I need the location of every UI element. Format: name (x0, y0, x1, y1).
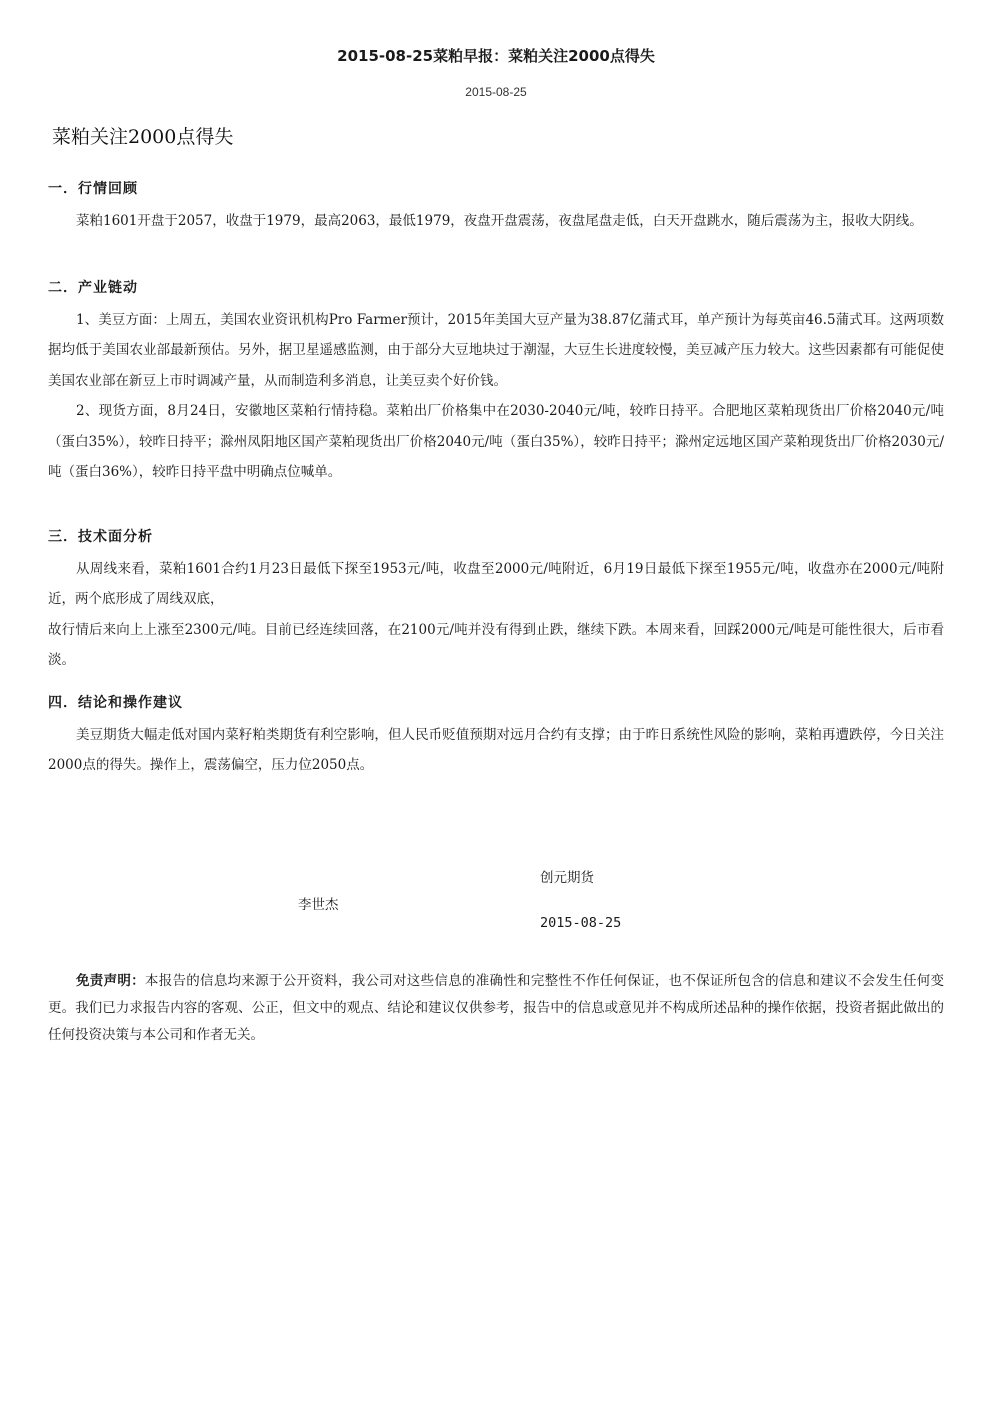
section-heading: 三．技术面分析 (48, 528, 153, 545)
section-market-review (48, 178, 944, 237)
section-conclusion (48, 692, 944, 781)
paragraph: 从周线来看，菜粕1601合约1月23日最低下探至1953元/吨，收盘至2000元/吨附近，6月19日最低下探至1955元/吨，收盘亦在2000元/吨附近，两个底形成了周线双底， (48, 560, 944, 607)
document-date: 2015-08-25 (465, 85, 527, 99)
paragraph: 1、美豆方面：上周五，美国农业资讯机构Pro Farmer预计，2015年美国大豆产量为38.87亿蒲式耳，单产预计为每英亩46.5蒲式耳。这两项数据均低于美国农业部最新预估。另外，据卫星遥感监测，由于部分大豆地块过于潮湿，大豆生长进度较慢，美豆减产压力较大。这些因素都有可能促使美国农业部在新豆上市时调减产量，从而制造利多消息，让美豆卖个好价钱。 (48, 311, 944, 389)
paragraph: 美豆期货大幅走低对国内菜籽粕类期货有利空影响，但人民币贬值预期对远月合约有支撑；由于昨日系统性风险的影响，菜粕再遭跌停，今日关注2000点的得失。操作上，震荡偏空，压力位2050点。 (48, 726, 944, 773)
paragraph: 菜粕1601开盘于2057，收盘于1979，最高2063，最低1979，夜盘开盘震荡，夜盘尾盘走低，白天开盘跳水，随后震荡为主，报收大阴线。 (76, 213, 923, 229)
disclaimer-text: 本报告的信息均来源于公开资料，我公司对这些信息的准确性和完整性不作任何保证，也不保证所包含的信息和建议不会发生任何变更。我们已力求报告内容的客观、公正，但文中的观点、结论和建议仅供参考，报告中的信息或意见并不构成所述品种的操作依据，投资者据此做出的任何投资决策与本公司和作者无关。 (48, 973, 945, 1043)
signature-author: 李世杰 (298, 897, 339, 913)
section-heading: 四．结论和操作建议 (48, 694, 183, 711)
disclaimer-label: 免责声明： (76, 973, 145, 989)
article-headline: 菜粕关注2000点得失 (52, 126, 234, 148)
disclaimer (48, 968, 944, 1049)
document-title: 2015-08-25菜粕早报：菜粕关注2000点得失 (337, 47, 655, 65)
paragraph: 故行情后来向上上涨至2300元/吨。目前已经连续回落，在2100元/吨并没有得到止跌，继续下跌。本周来看，回踩2000元/吨是可能性很大，后市看淡。 (48, 621, 944, 668)
paragraph: 2、现货方面，8月24日，安徽地区菜粕行情持稳。菜粕出厂价格集中在2030-2040元/吨，较昨日持平。合肥地区菜粕现货出厂价格2040元/吨（蛋白35%），较昨日持平；滁州凤阳地区国产菜粕现货出厂价格2040元/吨（蛋白35%），较昨日持平；滁州定远地区国产菜粕现货出厂价格2030元/吨（蛋白36%），较昨日持平盘中明确点位喊单。 (48, 403, 944, 480)
section-technical-analysis (48, 526, 944, 676)
section-heading: 二．产业链动 (48, 279, 138, 296)
section-heading: 一．行情回顾 (48, 181, 138, 197)
section-industry-chain (48, 277, 944, 488)
signature-date: 2015-08-25 (540, 915, 622, 931)
article-body (48, 178, 944, 781)
signature-company: 创元期货 (540, 870, 594, 886)
